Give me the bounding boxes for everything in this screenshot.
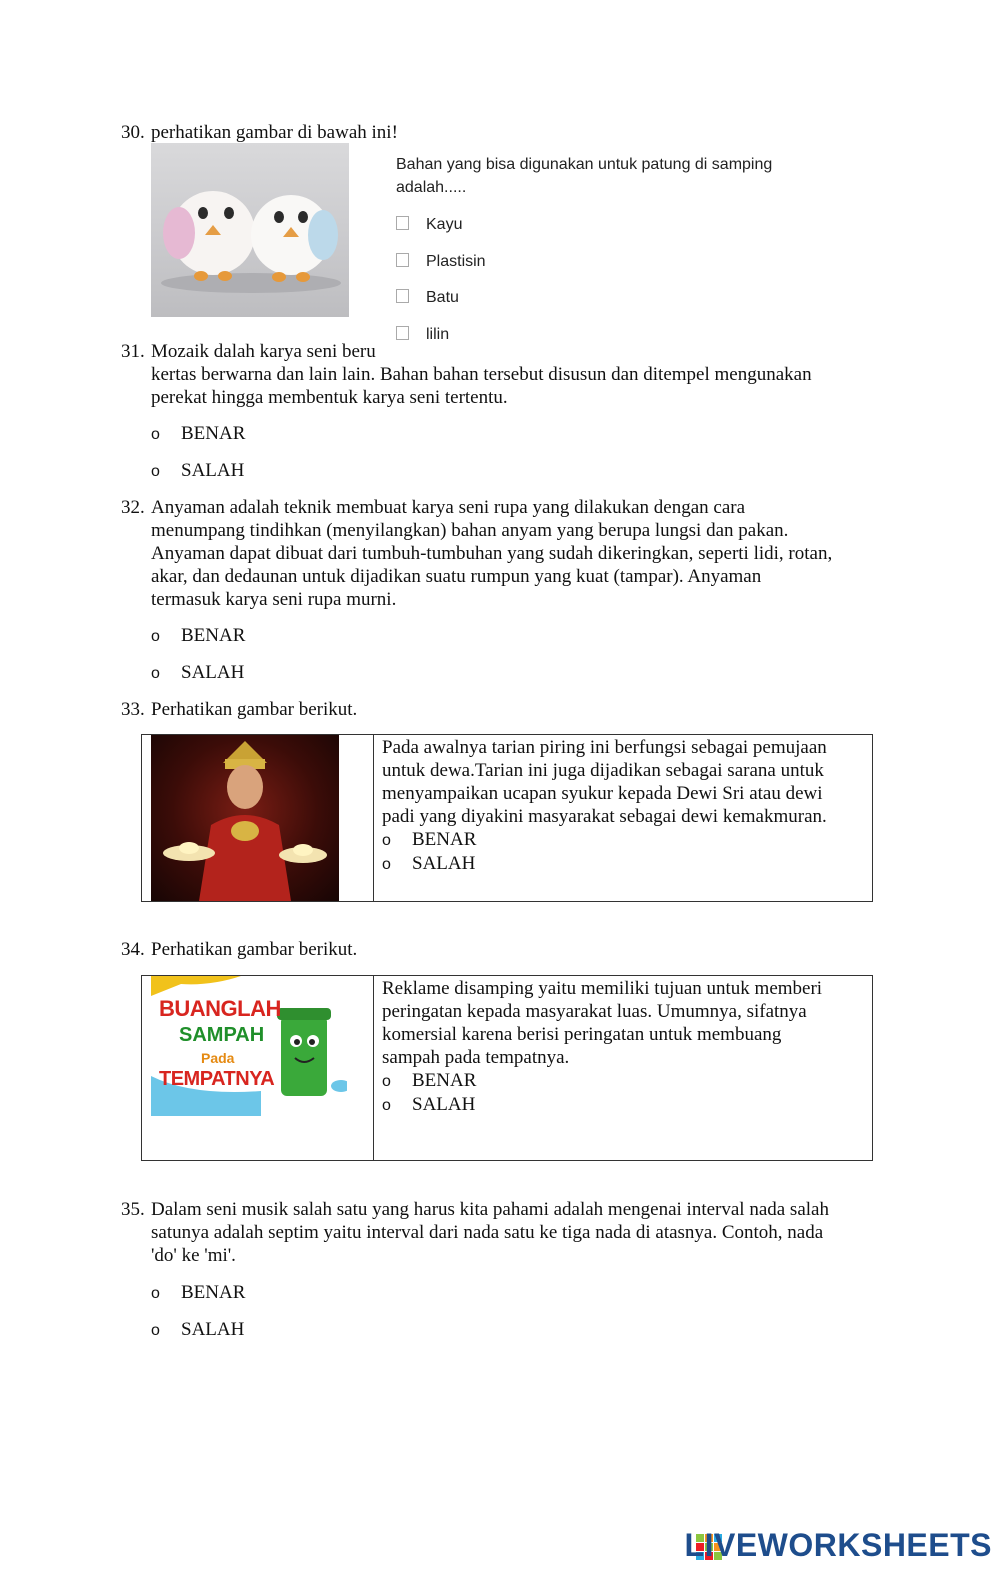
radio-bullet-icon[interactable]: o — [382, 832, 391, 849]
q32-option-salah[interactable]: o SALAH — [151, 662, 245, 683]
q35-option-benar[interactable]: o BENAR — [151, 1282, 246, 1303]
piring-dancer-illustration — [151, 735, 339, 901]
liveworksheets-brand: LIVEWORKSHEETS — [684, 1527, 992, 1563]
q32-line: termasuk karya seni rupa murni. — [151, 589, 397, 610]
piring-dancer-image — [151, 735, 339, 901]
checkbox-icon[interactable] — [396, 289, 409, 303]
q34-option-salah[interactable]: o SALAH — [382, 1094, 476, 1115]
table-divider — [373, 735, 374, 901]
q34-number: 34. — [121, 939, 145, 960]
radio-bullet-icon[interactable]: o — [151, 628, 160, 645]
q31-option-salah[interactable]: o SALAH — [151, 460, 245, 481]
radio-bullet-icon[interactable]: o — [151, 665, 160, 682]
q32-option-benar[interactable]: o BENAR — [151, 625, 246, 646]
q30-option-kayu[interactable]: Kayu — [396, 213, 462, 236]
q30-side-question-line1: Bahan yang bisa digunakan untuk patung di samping — [396, 156, 773, 173]
checkbox-icon[interactable] — [396, 216, 409, 230]
q31-line3: perekat hingga membentuk karya seni tertentu. — [151, 387, 508, 408]
radio-bullet-icon[interactable]: o — [151, 1285, 160, 1302]
q34-statement — [382, 977, 864, 1117]
q35-number: 35. — [121, 1199, 145, 1220]
q32-line: Anyaman dapat dibuat dari tumbuh-tumbuhan yang sudah dikeringkan, seperti lidi, rotan, — [151, 543, 833, 564]
q34-line: sampah pada tempatnya. — [382, 1047, 570, 1068]
table-divider — [373, 976, 374, 1160]
q33-option-benar[interactable]: o BENAR — [382, 829, 477, 850]
q30-number: 30. — [121, 122, 145, 143]
radio-bullet-icon[interactable]: o — [382, 1073, 391, 1090]
bird-figurines-illustration — [151, 143, 349, 317]
q35-line: Dalam seni musik salah satu yang harus kita pahami adalah mengenai interval nada salah — [151, 1199, 829, 1220]
q35-line: 'do' ke 'mi'. — [151, 1245, 236, 1266]
q32-number: 32. — [121, 497, 145, 518]
q33-table — [141, 734, 873, 902]
q34-option-benar[interactable]: o BENAR — [382, 1070, 477, 1091]
poster-line-4: TEMPATNYA — [159, 1068, 275, 1090]
q34-line: komersial karena berisi peringatan untuk membuang — [382, 1024, 782, 1045]
q30-option-plastisin[interactable]: Plastisin — [396, 250, 486, 273]
q33-line: Pada awalnya tarian piring ini berfungsi sebagai pemujaan — [382, 737, 827, 758]
q34-text: Perhatikan gambar berikut. — [151, 939, 358, 960]
q30-option-batu[interactable]: Batu — [396, 286, 459, 309]
q34-table — [141, 975, 873, 1161]
q33-line: padi yang diyakini masyarakat sebagai dewi kemakmuran. — [382, 806, 827, 827]
q33-statement — [382, 736, 864, 876]
radio-bullet-icon[interactable]: o — [382, 1097, 391, 1114]
q33-text: Perhatikan gambar berikut. — [151, 699, 358, 720]
q32-line: Anyaman adalah teknik membuat karya seni rupa yang dilakukan dengan cara — [151, 497, 746, 518]
radio-bullet-icon[interactable]: o — [382, 856, 391, 873]
q34-line: Reklame disamping yaitu memiliki tujuan untuk memberi — [382, 978, 823, 999]
q30-option-lilin[interactable]: lilin — [396, 323, 449, 346]
q31-line2: kertas berwarna dan lain lain. Bahan bahan tersebut disusun dan ditempel mengunakan — [151, 364, 812, 385]
radio-bullet-icon[interactable]: o — [151, 426, 160, 443]
checkbox-icon[interactable] — [396, 253, 409, 267]
q30-text: perhatikan gambar di bawah ini! — [151, 122, 398, 143]
q31-option-benar[interactable]: o BENAR — [151, 423, 246, 444]
q30-side-question-line2: adalah..... — [396, 179, 467, 196]
q32-line: akar, dan dedaunan untuk dijadikan suatu rumpun yang kuat (tampar). Anyaman — [151, 566, 762, 587]
q33-number: 33. — [121, 699, 145, 720]
q31-number: 31. — [121, 341, 145, 362]
q35-line: satunya adalah septim yaitu interval dari nada satu ke tiga nada di atasnya. Contoh, nada — [151, 1222, 824, 1243]
bird-figurines-image — [151, 143, 349, 317]
poster-line-2: SAMPAH — [179, 1024, 265, 1046]
q34-line: peringatan kepada masyarakat luas. Umumnya, sifatnya — [382, 1001, 807, 1022]
poster-line-3: Pada — [201, 1050, 235, 1066]
q35-option-salah[interactable]: o SALAH — [151, 1319, 245, 1340]
q33-line: menyampaikan ucapan syukur kepada Dewi Sri atau dewi — [382, 783, 823, 804]
poster-line-1: BUANGLAH — [159, 996, 281, 1021]
q31-line1: Mozaik dalah karya seni beru — [151, 341, 376, 362]
q33-line: untuk dewa.Tarian ini juga dijadikan sebagai sarana untuk — [382, 760, 824, 781]
q33-option-salah[interactable]: o SALAH — [382, 853, 476, 874]
radio-bullet-icon[interactable]: o — [151, 1322, 160, 1339]
radio-bullet-icon[interactable]: o — [151, 463, 160, 480]
q32-line: menumpang tindihkan (menyilangkan) bahan anyam yang berupa lungsi dan pakan. — [151, 520, 789, 541]
trash-poster-image — [151, 976, 347, 1116]
checkbox-icon[interactable] — [396, 326, 409, 340]
